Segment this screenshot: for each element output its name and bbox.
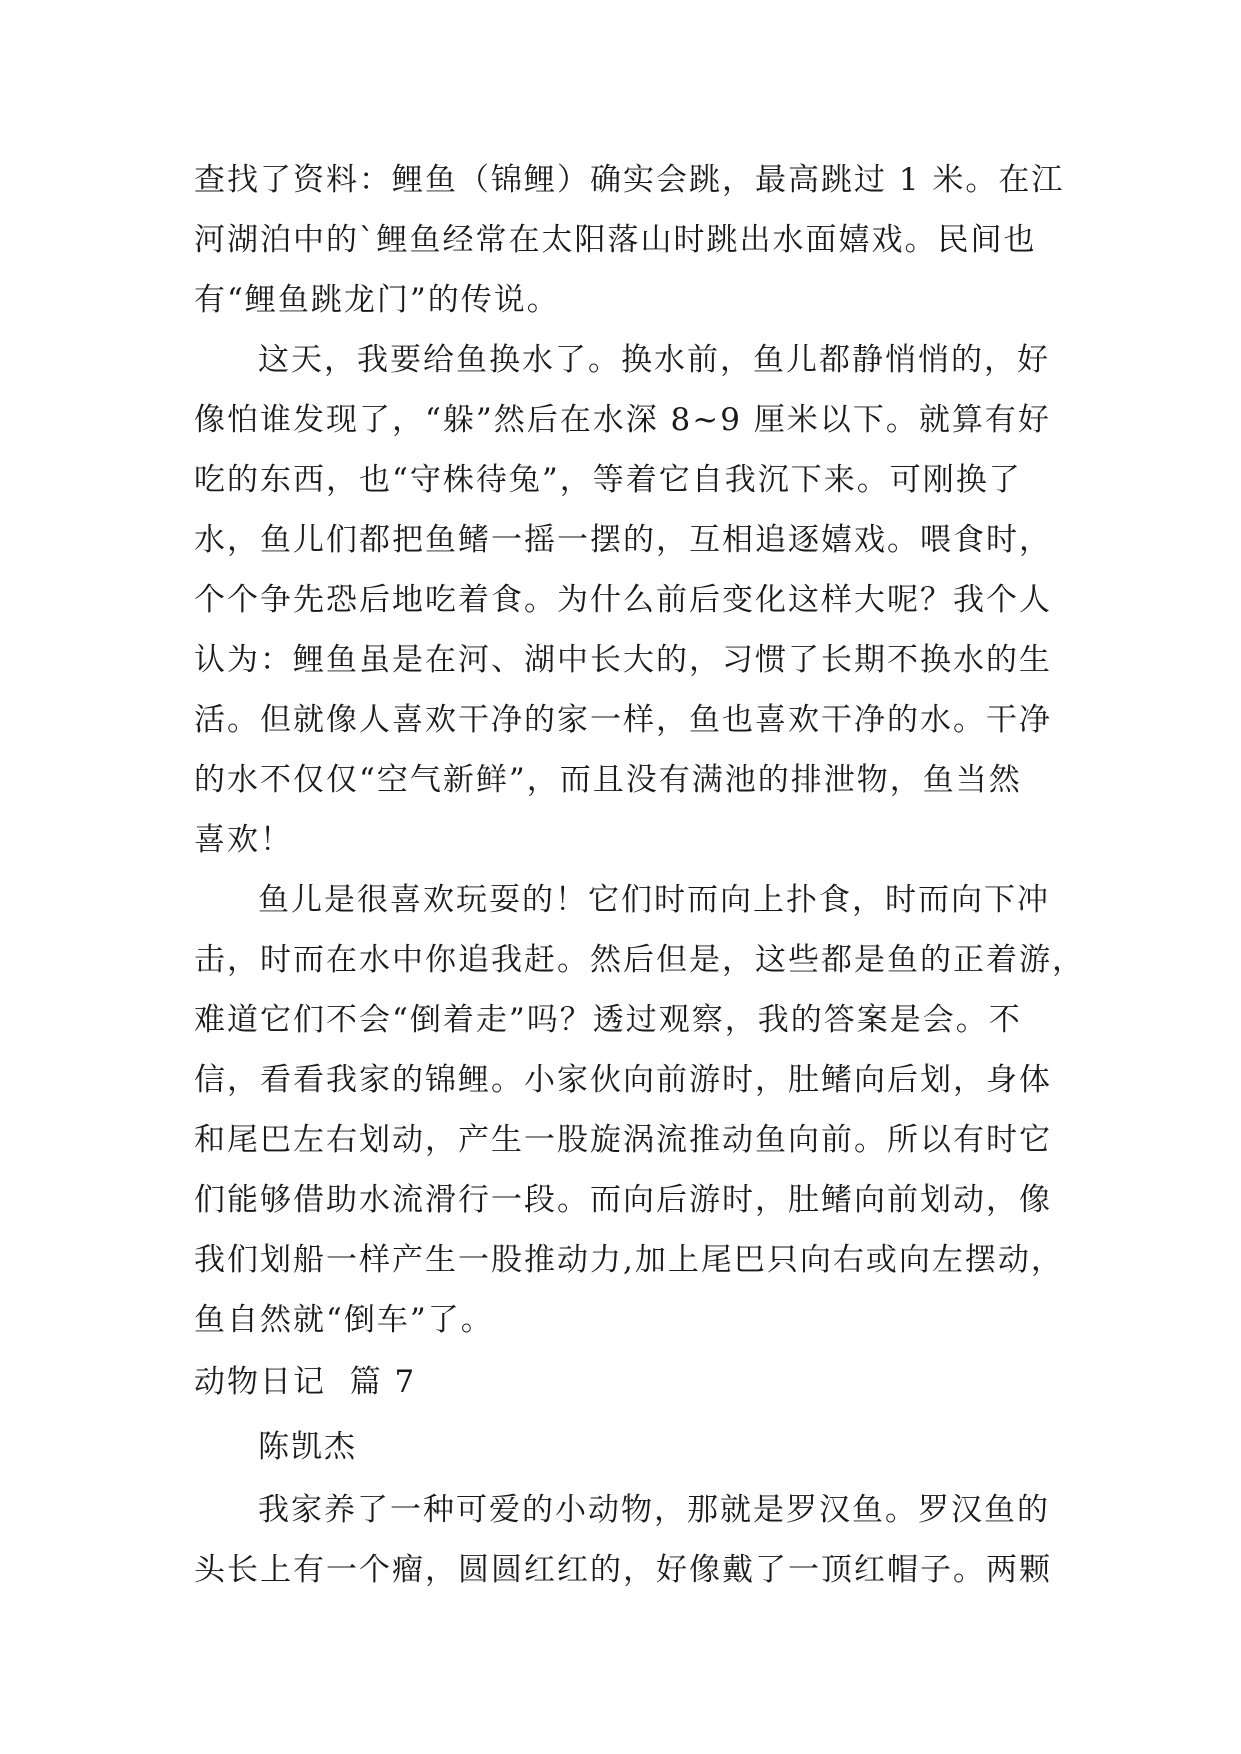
- text-line: 河湖泊中的`鲤鱼经常在太阳落山时跳出水面嬉戏。民间也: [194, 222, 1037, 258]
- text-line: 鱼儿是很喜欢玩耍的！它们时而向上扑食，时而向下冲: [258, 882, 1050, 918]
- section-heading: 动物日记 篇 7: [194, 1364, 417, 1400]
- text-line: 我们划船一样产生一股推动力,加上尾巴只向右或向左摆动，: [194, 1242, 1064, 1278]
- text-line: 活。但就像人喜欢干净的家一样，鱼也喜欢干净的水。干净: [194, 702, 1052, 738]
- text-line: 我家养了一种可爱的小动物，那就是罗汉鱼。罗汉鱼的: [258, 1492, 1050, 1528]
- text-line: 和尾巴左右划动，产生一股旋涡流推动鱼向前。所以有时它: [194, 1122, 1052, 1158]
- text-line: 认为：鲤鱼虽是在河、湖中长大的，习惯了长期不换水的生: [194, 642, 1052, 678]
- paragraph-4: [194, 1480, 1056, 1600]
- text-line: 这天，我要给鱼换水了。换水前，鱼儿都静悄悄的，好: [258, 342, 1050, 378]
- text-line: 喜欢！: [194, 822, 293, 858]
- text-line: 鱼自然就“倒车”了。: [194, 1302, 494, 1338]
- text-line: 个个争先恐后地吃着食。为什么前后变化这样大呢？我个人: [194, 582, 1052, 618]
- paragraph-1: [194, 150, 1065, 330]
- paragraph-3: [194, 870, 1085, 1350]
- text-line: 头长上有一个瘤，圆圆红红的，好像戴了一顶红帽子。两颗: [194, 1552, 1052, 1588]
- text-line: 们能够借助水流滑行一段。而向后游时，肚鳍向前划动，像: [194, 1182, 1052, 1218]
- document-page: [194, 150, 1085, 1600]
- text-line: 击，时而在水中你追我赶。然后但是，这些都是鱼的正着游，: [194, 942, 1085, 978]
- text-line: 查找了资料：鲤鱼（锦鲤）确实会跳，最高跳过 1 米。在江: [194, 162, 1065, 198]
- author-name: 陈凯杰: [258, 1429, 357, 1465]
- text-line: 水，鱼儿们都把鱼鳍一摇一摆的，互相追逐嬉戏。喂食时，: [194, 522, 1052, 558]
- text-line: 有“鲤鱼跳龙门”的传说。: [194, 282, 560, 318]
- text-line: 吃的东西，也“守株待兔”，等着它自我沉下来。可刚换了: [194, 462, 1022, 498]
- text-line: 难道它们不会“倒着走”吗？透过观察，我的答案是会。不: [194, 1002, 1022, 1038]
- text-line: 的水不仅仅“空气新鲜”，而且没有满池的排泄物，鱼当然: [194, 762, 1022, 798]
- text-line: 像怕谁发现了，“躲”然后在水深 8~9 厘米以下。就算有好: [194, 402, 1051, 438]
- paragraph-2: [194, 330, 1056, 870]
- text-line: 信，看看我家的锦鲤。小家伙向前游时，肚鳍向后划，身体: [194, 1062, 1052, 1098]
